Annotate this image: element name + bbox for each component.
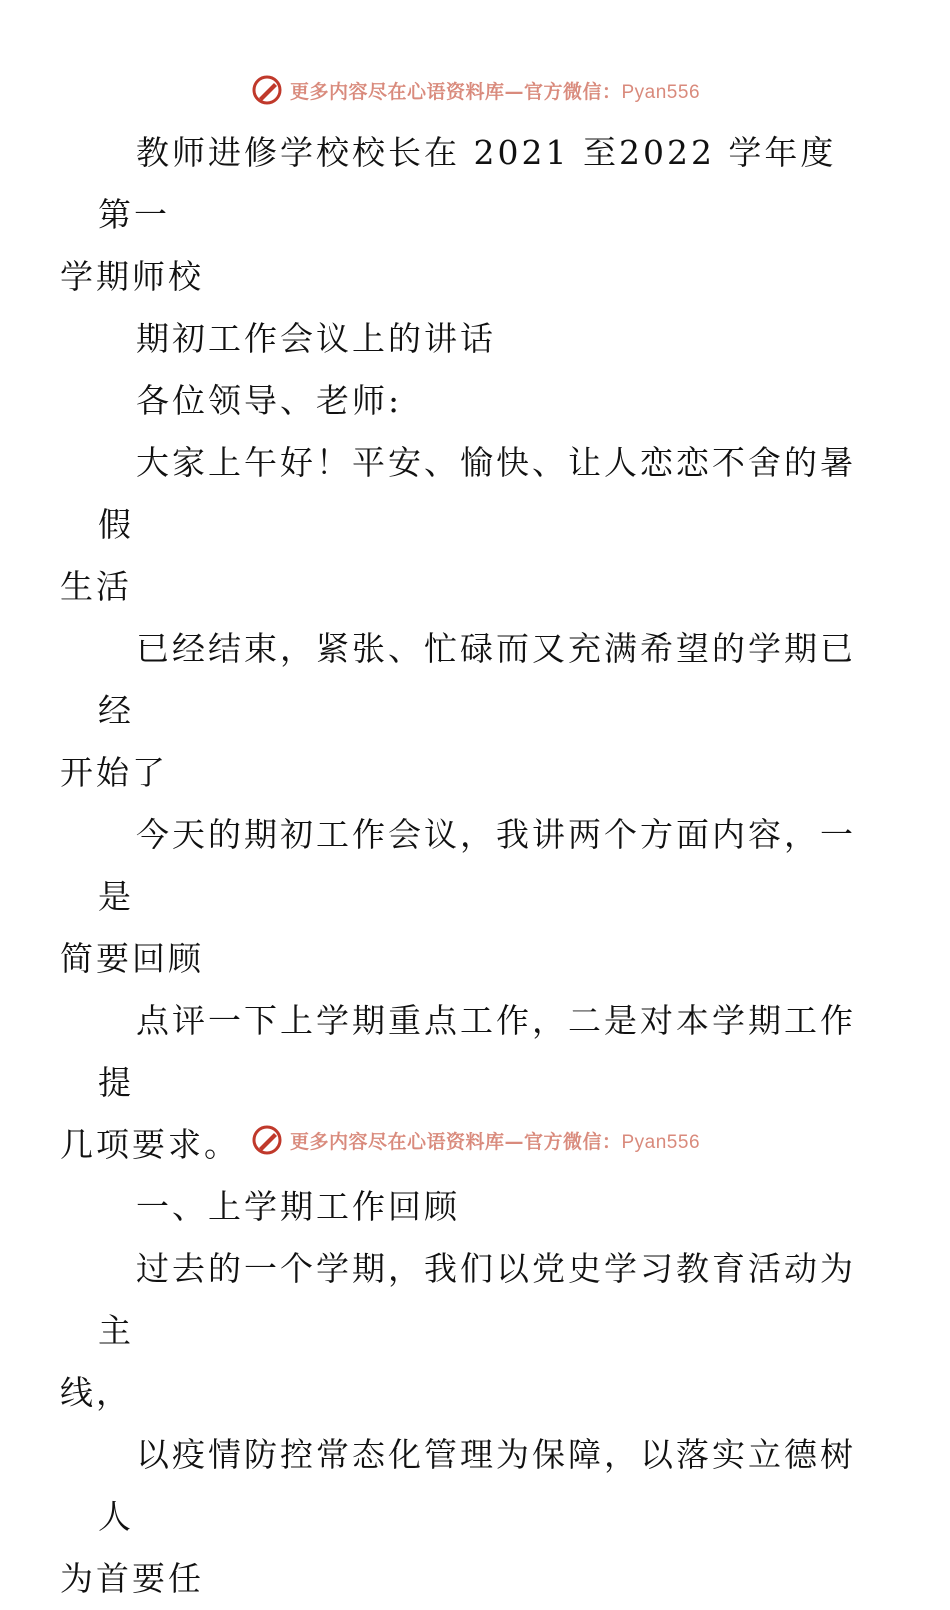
paragraph: 今天的期初工作会议，我讲两个方面内容，一是 简要回顾 (60, 815, 856, 978)
header-watermark (0, 70, 950, 110)
footer-watermark (0, 1120, 950, 1160)
paragraph: 期初工作会议上的讲话 (136, 319, 496, 358)
section-heading: 一、上学期工作回顾 (136, 1187, 460, 1226)
paragraph: 各位领导、老师: (136, 381, 403, 420)
document-body (60, 122, 858, 1610)
paragraph: 已经结束，紧张、忙碌而又充满希望的学期已经 开始了 (60, 629, 856, 792)
paragraph: 以疫情防控常态化管理为保障，以落实立德树人 为首要任 (60, 1435, 856, 1598)
paragraph: 教师进修学校校长在 2021 至2022 学年度第一 学期师校 (60, 133, 837, 296)
paragraph: 点评一下上学期重点工作，二是对本学期工作提 几项要求。 (60, 1001, 856, 1164)
pen-logo-icon (250, 1123, 284, 1157)
paragraph: 过去的一个学期，我们以党史学习教育活动为主 线， (60, 1249, 856, 1412)
paragraph: 大家上午好！平安、愉快、让人恋恋不舍的暑假 生活 (60, 443, 856, 606)
watermark-text: 更多内容尽在心语资料库—官方微信：Pyan556 (289, 1130, 701, 1153)
pen-logo-icon (250, 73, 284, 107)
watermark-text: 更多内容尽在心语资料库—官方微信：Pyan556 (289, 80, 701, 103)
